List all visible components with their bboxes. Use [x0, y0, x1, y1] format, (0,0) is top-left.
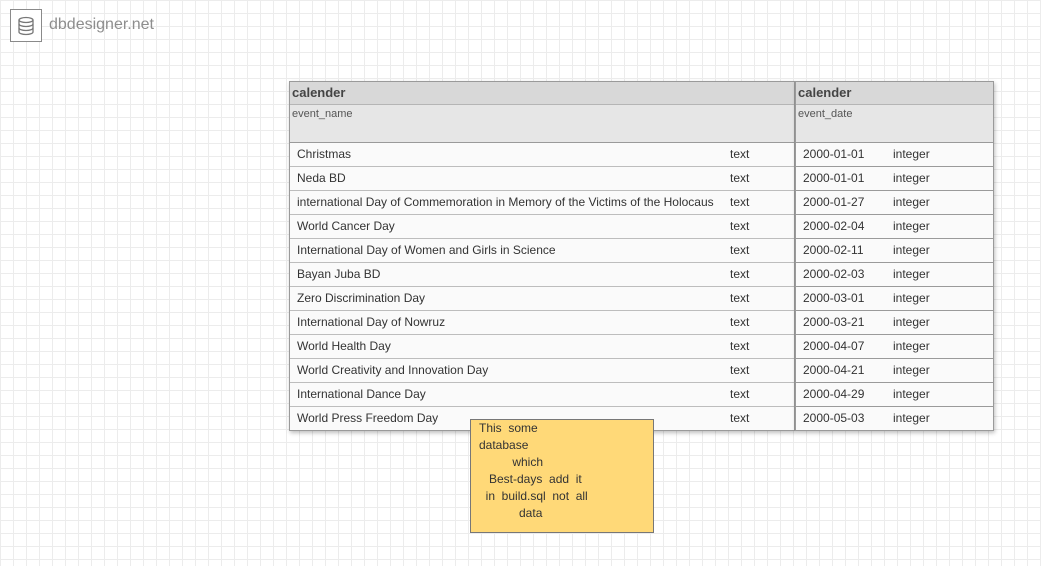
cell-type: text [730, 243, 750, 257]
logo-button[interactable] [10, 9, 42, 42]
table-body [796, 143, 993, 430]
table-row[interactable] [796, 167, 993, 191]
cell-value: 2000-01-01 [803, 171, 865, 185]
table-row[interactable] [796, 311, 993, 335]
table-row[interactable] [290, 191, 794, 215]
table-row[interactable] [290, 359, 794, 383]
table-row[interactable] [796, 239, 993, 263]
cell-type: integer [893, 315, 930, 329]
cell-value: World Cancer Day [297, 219, 395, 233]
cell-value: 2000-02-11 [803, 243, 864, 257]
table-title[interactable]: calender [290, 82, 794, 105]
table-row[interactable] [290, 263, 794, 287]
cell-type: text [730, 339, 750, 353]
database-icon [17, 16, 35, 36]
column-header[interactable]: event_date [796, 105, 993, 143]
column-header[interactable]: event_name [290, 105, 794, 143]
cell-type: text [730, 195, 750, 209]
cell-type: text [730, 267, 750, 281]
cell-type: integer [893, 195, 930, 209]
cell-type: text [730, 411, 750, 425]
cell-type: integer [893, 147, 930, 161]
table-row[interactable] [290, 239, 794, 263]
cell-type: text [730, 171, 750, 185]
cell-type: text [730, 291, 750, 305]
cell-type: integer [893, 411, 930, 425]
cell-value: World Health Day [297, 339, 391, 353]
table-calender-event-date[interactable] [795, 81, 994, 431]
cell-type: text [730, 387, 750, 401]
cell-value: International Day of Women and Girls in Science [297, 243, 556, 257]
table-row[interactable] [796, 263, 993, 287]
table-row[interactable] [796, 191, 993, 215]
cell-type: text [730, 315, 750, 329]
cell-value: 2000-02-04 [803, 219, 865, 233]
cell-type: integer [893, 363, 930, 377]
table-row[interactable] [290, 215, 794, 239]
table-row[interactable] [796, 383, 993, 407]
cell-value: 2000-04-07 [803, 339, 865, 353]
cell-type: integer [893, 291, 930, 305]
cell-value: Neda BD [297, 171, 346, 185]
table-row[interactable] [290, 167, 794, 191]
cell-value: 2000-04-29 [803, 387, 865, 401]
cell-type: integer [893, 339, 930, 353]
table-row[interactable] [290, 335, 794, 359]
table-row[interactable] [290, 287, 794, 311]
cell-type: integer [893, 171, 930, 185]
table-row[interactable] [796, 335, 993, 359]
table-row[interactable] [796, 359, 993, 383]
cell-value: Bayan Juba BD [297, 267, 381, 281]
table-body [290, 143, 794, 430]
table-title[interactable]: calender [796, 82, 993, 105]
logo-text[interactable]: dbdesigner.net [49, 16, 154, 33]
cell-value: International Day of Nowruz [297, 315, 446, 329]
cell-value: World Creativity and Innovation Day [297, 363, 489, 377]
cell-type: integer [893, 243, 930, 257]
table-row[interactable] [796, 215, 993, 239]
sticky-note[interactable]: This some database which Best-days add it in build.sql not all data [470, 419, 654, 533]
cell-value: 2000-01-27 [803, 195, 865, 209]
cell-type: integer [893, 387, 930, 401]
cell-value: 2000-04-21 [803, 363, 865, 377]
cell-type: integer [893, 219, 930, 233]
table-row[interactable] [290, 383, 794, 407]
cell-value: 2000-03-01 [803, 291, 865, 305]
cell-type: text [730, 219, 750, 233]
cell-value: Zero Discrimination Day [297, 291, 426, 305]
cell-value: international Day of Commemoration in Memory of the Victims of the Holocaus [297, 195, 714, 209]
cell-value: 2000-01-01 [803, 147, 865, 161]
cell-value: Christmas [297, 147, 352, 161]
table-row[interactable] [796, 407, 993, 430]
table-row[interactable] [796, 143, 993, 167]
cell-value: 2000-03-21 [803, 315, 865, 329]
cell-value: International Dance Day [297, 387, 426, 401]
table-row[interactable] [796, 287, 993, 311]
cell-value: 2000-02-03 [803, 267, 865, 281]
cell-type: text [730, 147, 750, 161]
cell-type: integer [893, 267, 930, 281]
table-calender-event-name[interactable] [289, 81, 795, 431]
cell-type: text [730, 363, 750, 377]
cell-value: World Press Freedom Day [297, 411, 439, 425]
cell-value: 2000-05-03 [803, 411, 865, 425]
table-row[interactable] [290, 311, 794, 335]
table-row[interactable] [290, 143, 794, 167]
